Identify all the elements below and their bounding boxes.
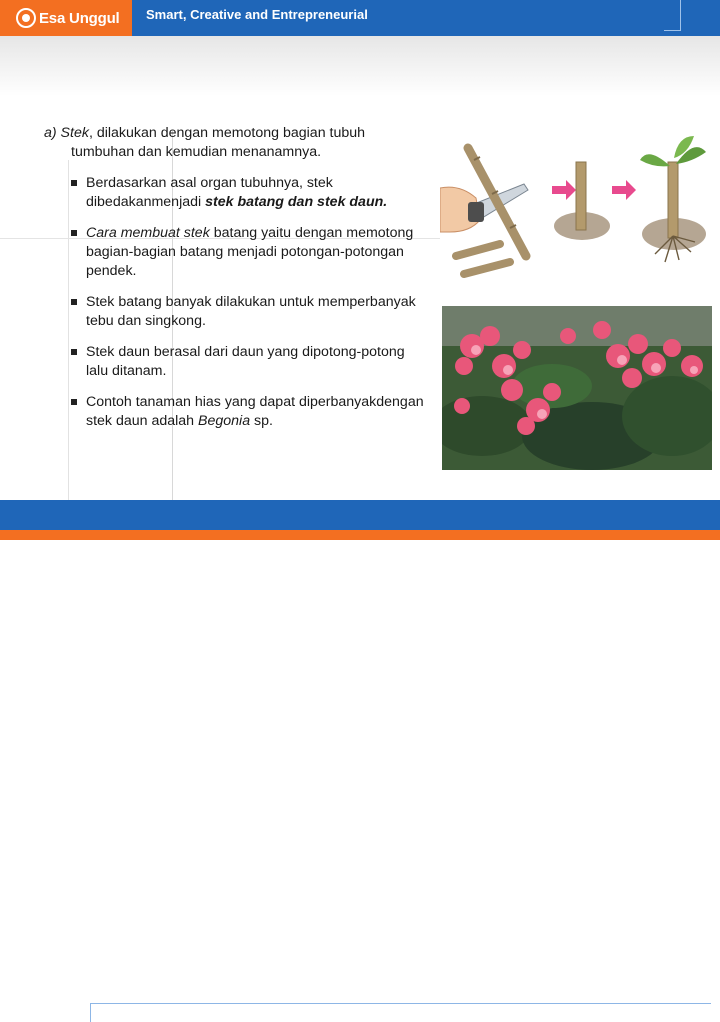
bullet-icon [71,180,77,186]
lead-label: a) Stek [44,125,89,141]
bullet-icon [71,399,77,405]
logo-icon [16,8,36,28]
bullet-item [71,224,424,281]
bullet-text: Begonia [198,413,251,429]
bullet-text: batang yaitu dengan memotong bagian-bagian batang menjadi potongan-potongan pendek. [86,225,414,279]
bullet-item [71,174,424,212]
footer-decoration [90,1003,711,1022]
header-shadow [0,36,720,96]
bullet-text: Contoh tanaman hias yang dapat diperbanyakdengan stek daun adalah [86,394,424,429]
bullet-icon [71,230,77,236]
footer-accent [0,530,720,540]
lead-paragraph [44,124,424,162]
bullet-text: sp. [250,413,273,429]
bullet-item [71,343,424,381]
stem-cutting-illustration [440,128,712,296]
bullet-text: Berdasarkan asal organ tubuhnya, stek dibedakanmenjadi [86,175,333,210]
bullet-text: Stek daun berasal dari daun yang dipotong-potong lalu ditanam. [86,344,405,379]
stem-cutting-illustration-svg [440,128,712,296]
lead-text: , dilakukan dengan memotong bagian tubuh [88,125,366,141]
slide-content [44,124,424,443]
lead-text-continued: tumbuhan dan kemudian menanamnya. [71,144,322,160]
bullet-icon [71,349,77,355]
bullet-item [71,293,424,331]
bullet-text: Cara membuat stek [86,225,210,241]
begonia-photo-svg [442,306,712,470]
header-bar [0,0,720,36]
bullet-list [44,174,424,431]
bullet-item [71,393,424,431]
begonia-photo [442,306,712,470]
logo-text: Esa Unggul [39,9,120,27]
bullet-text: stek batang dan stek daun. [205,194,388,210]
bullet-text: Stek batang banyak dilakukan untuk memperbanyak tebu dan singkong. [86,294,416,329]
header-decoration [664,0,681,31]
logo [0,0,132,36]
bullet-icon [71,299,77,305]
tagline: Smart, Creative and Entrepreneurial [146,7,368,22]
